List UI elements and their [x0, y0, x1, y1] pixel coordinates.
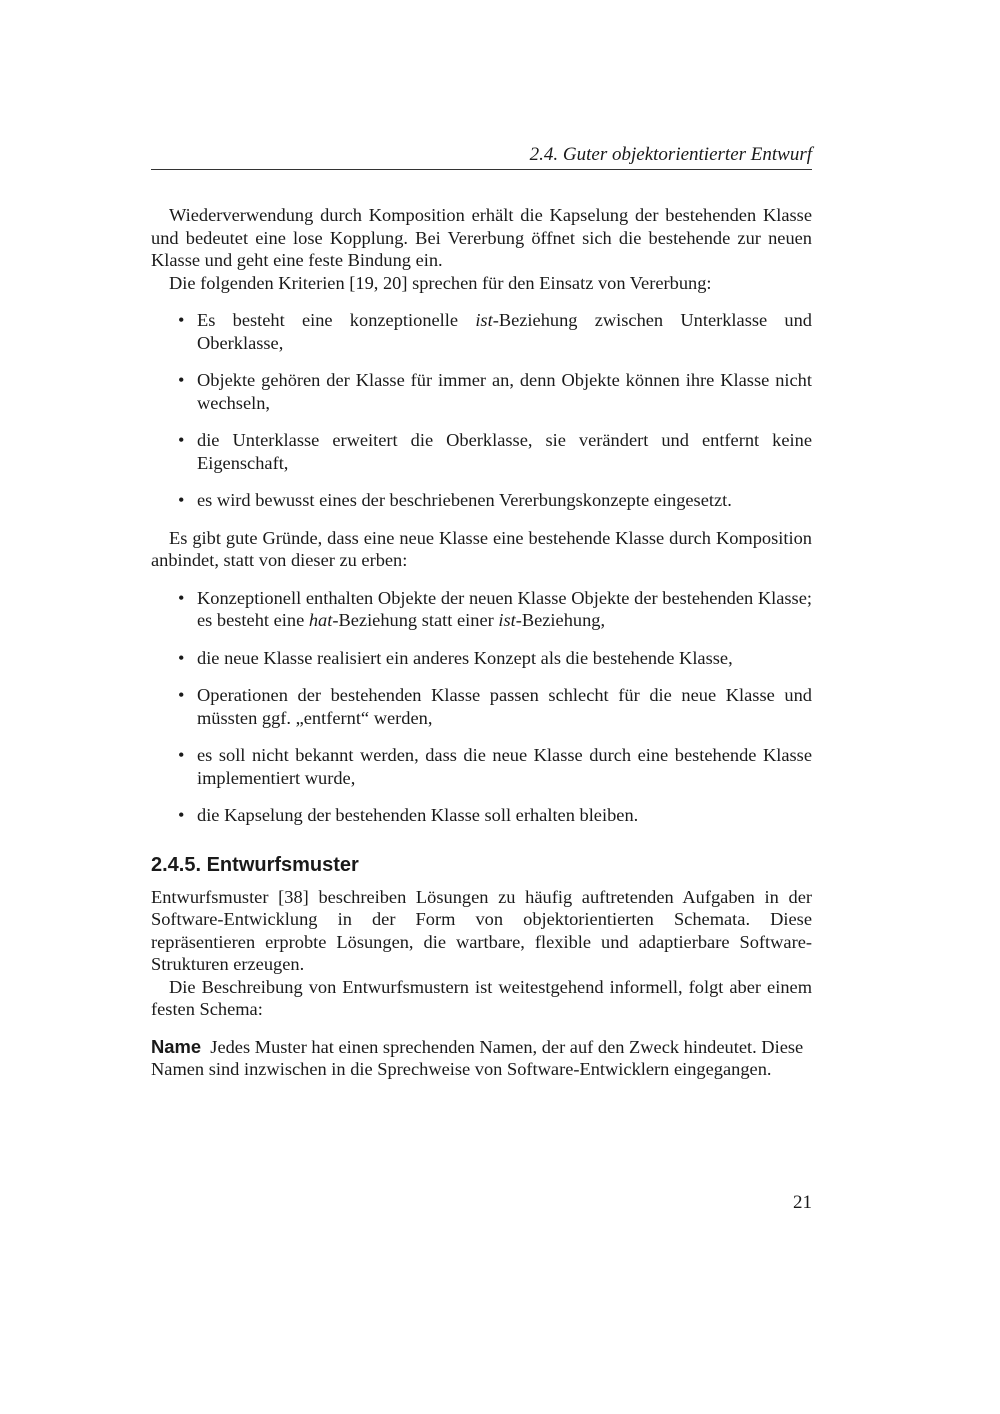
paragraph-composition-reasons: Es gibt gute Gründe, dass eine neue Klasse eine bestehende Klasse durch Komposition anbindet, statt von dieser zu erben:: [151, 527, 812, 570]
header-rule: [151, 169, 812, 170]
paragraph-composition: Wiederverwendung durch Komposition erhält die Kapselung der bestehenden Klasse und bedeutet eine lose Kopplung. Bei Vererbung öffnet sich die bestehende zur neuen Klasse und geht eine feste Bindung ein.: [151, 205, 812, 270]
page-body: [151, 204, 812, 1081]
list-item: • Operationen der bestehenden Klasse passen schlecht für die neue Klasse und müssten ggf. „entfernt“ werden,: [178, 685, 812, 728]
bullet-icon: •: [178, 370, 185, 390]
composition-reasons-list: [151, 587, 812, 827]
bullet-icon: •: [178, 805, 185, 825]
bullet-icon: •: [178, 647, 185, 668]
definition-text: Jedes Muster hat einen sprechenden Namen, der auf den Zweck hindeutet. Diese Namen sind inzwischen in die Sprechweise von Software-Entwicklern eingegangen.: [151, 1036, 804, 1079]
list-item: • Konzeptionell enthalten Objekte der neuen Klasse Objekte der bestehenden Klasse; es besteht eine hat-Beziehung statt einer ist-Beziehung,: [178, 587, 812, 630]
paragraph-schema-intro: Die Beschreibung von Entwurfsmustern ist weitestgehend informell, folgt aber einem festen Schema:: [151, 976, 812, 1019]
paragraph-design-patterns: Entwurfsmuster [38] beschreiben Lösungen zu häufig auftretenden Aufgaben in der Software-Entwicklung in der Form von objektorientierten Schemata. Diese repräsentieren erprobte Lösungen, die wartbare, flexible und adaptierbare Software-Strukturen erzeugen.: [151, 886, 812, 974]
list-item: • es soll nicht bekannt werden, dass die neue Klasse durch eine bestehende Klasse implementiert wurde,: [178, 745, 812, 788]
list-item: • es wird bewusst eines der beschriebenen Vererbungskonzepte eingesetzt.: [178, 490, 732, 510]
paragraph-criteria-intro: Die folgenden Kriterien [19, 20] sprechen für den Einsatz von Vererbung:: [169, 272, 712, 293]
bullet-icon: •: [178, 490, 185, 510]
inheritance-criteria-list: [151, 309, 812, 512]
list-item: • Objekte gehören der Klasse für immer an, denn Objekte können ihre Klasse nicht wechseln,: [178, 370, 812, 413]
bullet-icon: •: [178, 587, 185, 608]
bullet-icon: •: [178, 310, 185, 330]
list-item: • die Unterklasse erweitert die Oberklasse, sie verändert und entfernt keine Eigenschaft,: [178, 430, 812, 473]
bullet-icon: •: [178, 430, 185, 450]
list-item: • die neue Klasse realisiert ein anderes Konzept als die bestehende Klasse,: [178, 647, 733, 668]
page-number: 21: [793, 1192, 812, 1213]
bullet-icon: •: [178, 745, 185, 765]
running-head: 2.4. Guter objektorientierter Entwurf: [529, 144, 812, 165]
list-item: • die Kapselung der bestehenden Klasse soll erhalten bleiben.: [178, 805, 639, 825]
bullet-icon: •: [178, 685, 185, 705]
schema-definition-list: [151, 1036, 812, 1081]
list-item: • Es besteht eine konzeptionelle ist-Beziehung zwischen Unterklasse und Oberklasse,: [178, 310, 812, 353]
section-heading: 2.4.5. Entwurfsmuster: [151, 853, 359, 876]
definition-term: Name: [151, 1035, 202, 1057]
